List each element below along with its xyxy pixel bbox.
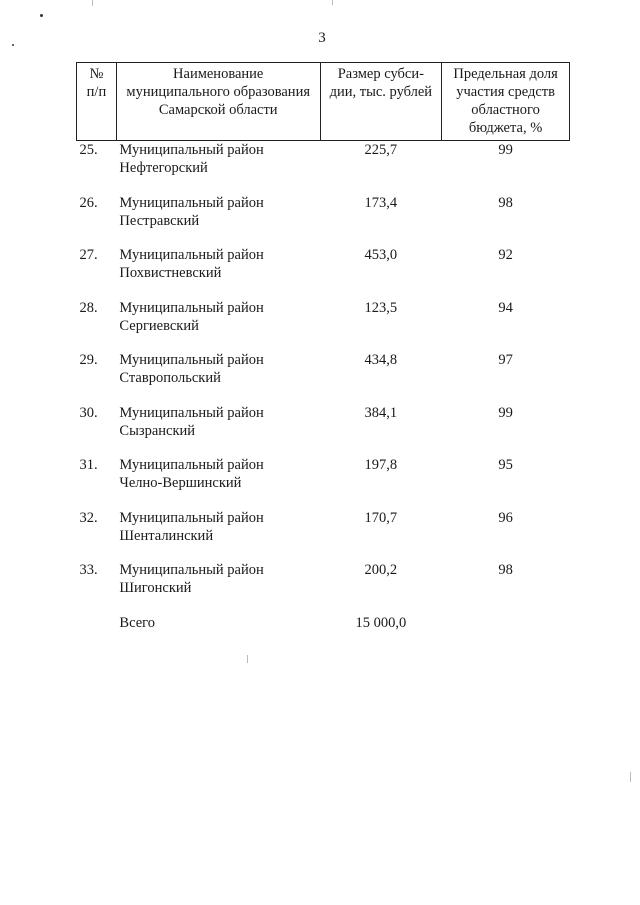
subsidy-amount: 225,7 — [364, 142, 398, 158]
row-number: 26. — [79, 194, 98, 211]
scan-mark — [332, 0, 333, 5]
budget-share: 95 — [498, 457, 513, 473]
subsidy-table — [76, 62, 570, 632]
table-row — [77, 246, 570, 299]
subsidy-amount: 197,8 — [364, 457, 398, 473]
municipality-name: Муниципальный район Нефтегорский — [119, 142, 264, 176]
municipality-name: Муниципальный район Пестравский — [119, 194, 264, 229]
table-row — [77, 509, 570, 562]
total-number-cell — [77, 614, 117, 632]
scan-mark — [92, 0, 93, 6]
budget-share: 99 — [498, 404, 513, 421]
total-amount: 15 000,0 — [355, 614, 407, 631]
budget-share: 98 — [498, 194, 513, 211]
subsidy-amount: 173,4 — [364, 194, 398, 211]
subsidy-amount: 384,1 — [364, 404, 398, 421]
table-row — [77, 561, 570, 614]
table-row — [77, 404, 570, 457]
scan-speck — [40, 14, 43, 17]
subsidy-amount: 170,7 — [364, 509, 398, 526]
subsidy-amount: 434,8 — [364, 352, 398, 368]
header-number: № п/п — [77, 63, 117, 141]
municipality-name: Муниципальный район Шигонский — [119, 562, 264, 596]
total-label: Всего — [119, 614, 155, 631]
table-row — [77, 299, 570, 352]
row-number: 27. — [79, 247, 98, 263]
budget-share: 94 — [498, 299, 513, 316]
row-number: 30. — [79, 404, 98, 421]
row-number: 25. — [79, 142, 98, 158]
page-number: 3 — [318, 30, 326, 46]
budget-share: 99 — [498, 142, 513, 158]
row-number: 33. — [79, 562, 98, 578]
header-budget-share: Предельная доля участия средств областного бюджета, % — [442, 63, 570, 141]
header-name: Наименование муниципального образования Самарской области — [116, 63, 320, 141]
scan-mark — [630, 772, 631, 782]
table-row — [77, 351, 570, 404]
budget-share: 97 — [498, 352, 513, 368]
row-number: 32. — [79, 509, 98, 526]
row-number: 29. — [79, 352, 98, 368]
municipality-name: Муниципальный район Челно-Вершинский — [119, 457, 264, 491]
budget-share: 92 — [498, 247, 513, 263]
row-number: 28. — [79, 299, 98, 316]
municipality-name: Муниципальный район Шенталинский — [119, 509, 264, 544]
municipality-name: Муниципальный район Сергиевский — [119, 299, 264, 334]
subsidy-amount: 123,5 — [364, 299, 398, 316]
scan-mark — [247, 655, 248, 663]
municipality-name: Муниципальный район Ставропольский — [119, 352, 264, 386]
table-row — [77, 141, 570, 194]
budget-share: 98 — [498, 562, 513, 578]
header-subsidy-amount: Размер субси- дии, тыс. рублей — [320, 63, 442, 141]
total-share-cell — [442, 614, 570, 632]
total-row — [77, 614, 570, 632]
subsidy-amount: 200,2 — [364, 562, 398, 578]
table-row — [77, 456, 570, 509]
table-header-row — [77, 63, 570, 141]
row-number: 31. — [79, 457, 98, 473]
municipality-name: Муниципальный район Похвистневский — [119, 247, 264, 281]
budget-share: 96 — [498, 509, 513, 526]
subsidy-amount: 453,0 — [364, 247, 398, 263]
table-row — [77, 194, 570, 247]
municipality-name: Муниципальный район Сызранский — [119, 404, 264, 439]
